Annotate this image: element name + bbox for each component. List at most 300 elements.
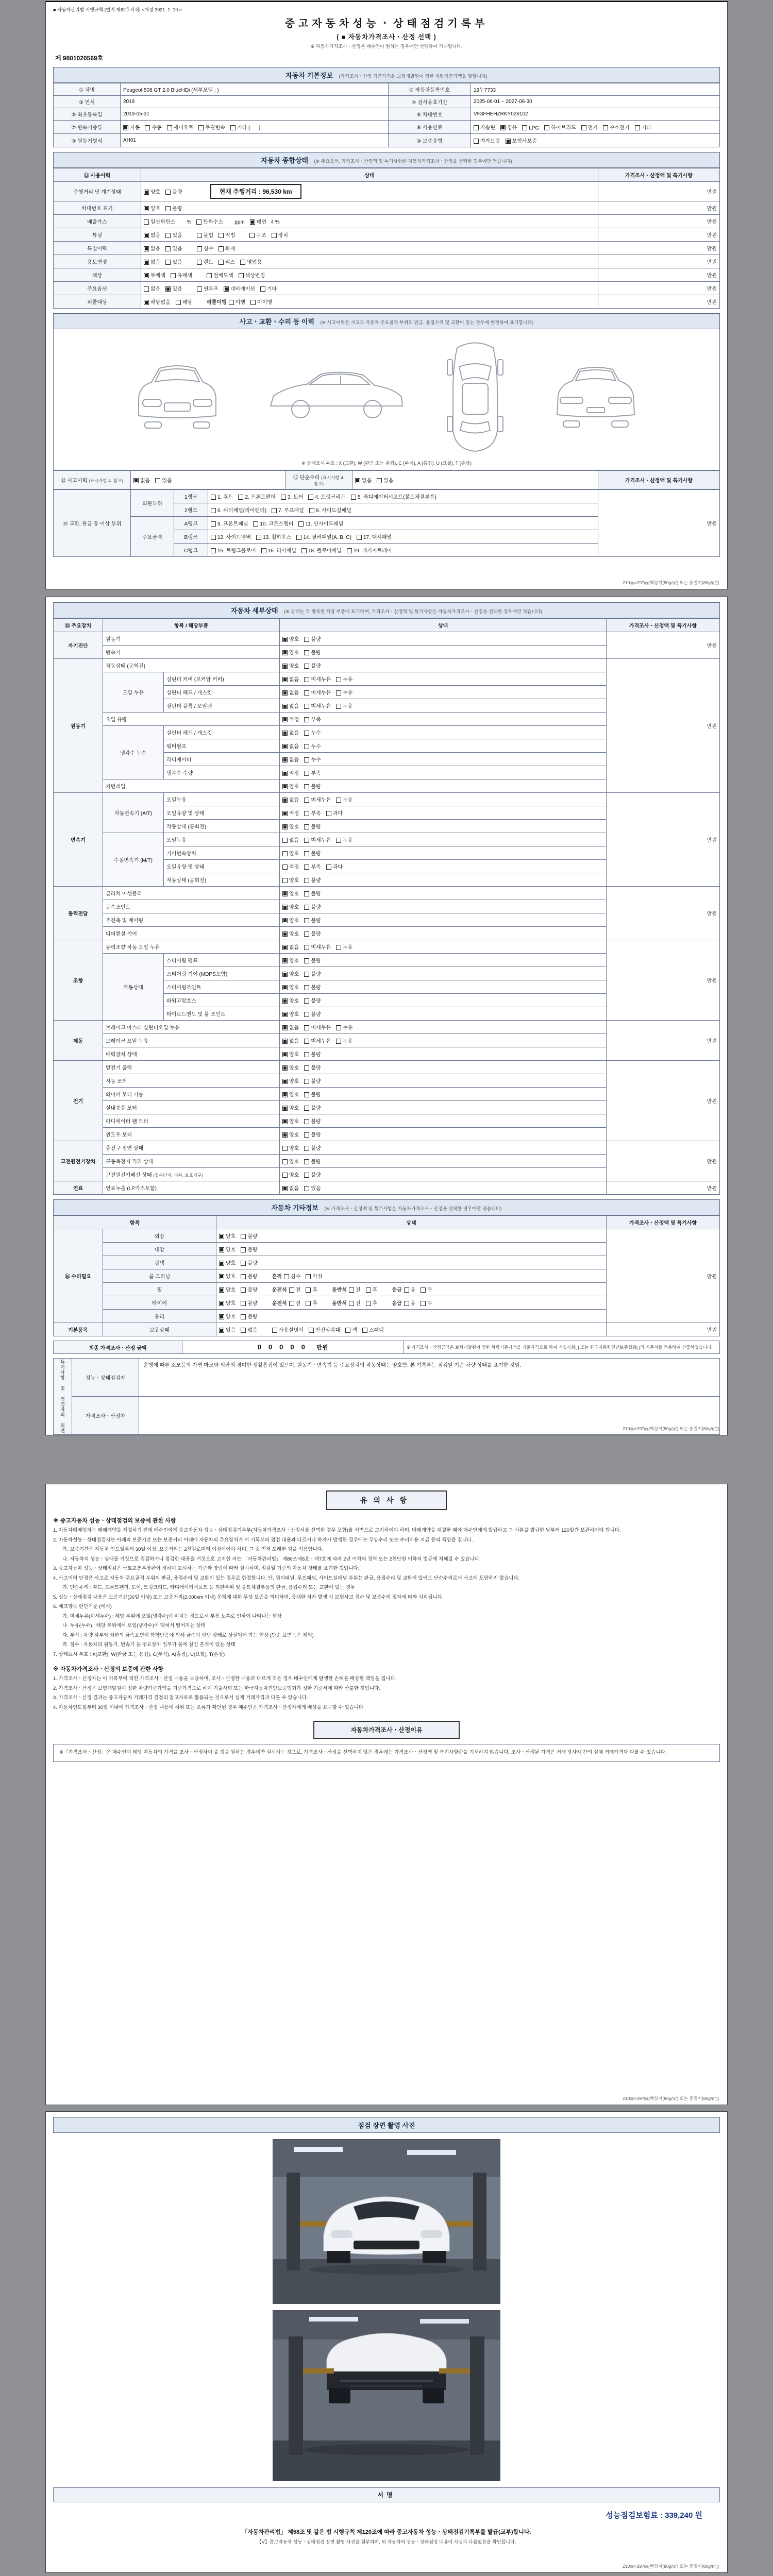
option-미세누유[interactable] — [304, 675, 331, 683]
option-색상변경[interactable] — [239, 271, 265, 279]
checkbox[interactable] — [282, 664, 288, 669]
option-미세누유[interactable] — [304, 943, 331, 951]
checkbox[interactable] — [304, 824, 309, 829]
checkbox[interactable] — [145, 125, 150, 130]
checkbox[interactable] — [304, 891, 309, 896]
option-불량[interactable] — [304, 1171, 321, 1178]
option-없음[interactable] — [144, 244, 160, 252]
option-불량[interactable] — [304, 1050, 321, 1058]
option-미세누유[interactable] — [304, 836, 331, 843]
checkbox[interactable] — [304, 1012, 309, 1017]
checkbox[interactable] — [306, 1301, 311, 1306]
checkbox[interactable] — [144, 233, 149, 238]
checkbox[interactable] — [282, 1039, 288, 1044]
option-유채색[interactable] — [171, 271, 192, 279]
checkbox[interactable] — [362, 1328, 367, 1333]
option-양호[interactable] — [219, 1299, 236, 1307]
option-불량[interactable] — [304, 1077, 321, 1084]
checkbox[interactable] — [304, 771, 309, 776]
option-양호[interactable] — [144, 188, 160, 195]
option-LPG[interactable] — [522, 125, 539, 131]
option-있음[interactable] — [377, 476, 393, 484]
option-누유[interactable] — [336, 1023, 352, 1031]
option-리스[interactable] — [219, 258, 235, 265]
option-10. 크로스멤버[interactable] — [253, 519, 293, 527]
checkbox[interactable] — [581, 125, 586, 130]
checkbox[interactable] — [144, 206, 149, 211]
option-불량[interactable] — [304, 970, 321, 977]
option-6. 쿼터패널(리어펜더)[interactable] — [211, 506, 266, 514]
option-불량[interactable] — [304, 1010, 321, 1018]
option-없음[interactable] — [133, 476, 150, 484]
option-하이브리드[interactable] — [544, 123, 576, 131]
option-장치[interactable] — [272, 231, 288, 239]
option-사용설명서[interactable] — [272, 1326, 304, 1333]
option-불량[interactable] — [304, 889, 321, 897]
checkbox[interactable] — [165, 206, 171, 211]
checkbox[interactable] — [284, 1274, 289, 1279]
option-없음[interactable] — [241, 1326, 257, 1333]
checkbox[interactable] — [282, 1052, 288, 1057]
checkbox[interactable] — [144, 246, 149, 251]
option-수동[interactable] — [145, 123, 161, 131]
option-전체도색[interactable] — [207, 271, 233, 279]
checkbox[interactable] — [197, 260, 202, 265]
checkbox[interactable] — [304, 757, 309, 762]
option-미세누유[interactable] — [304, 702, 331, 709]
option-양호[interactable] — [282, 1090, 299, 1098]
option-전[interactable] — [349, 1299, 361, 1307]
option-없음[interactable] — [355, 476, 372, 484]
checkbox[interactable] — [282, 1106, 288, 1111]
option-18. 플로어패널[interactable] — [301, 546, 342, 554]
option-후[interactable] — [366, 1299, 378, 1307]
checkbox[interactable] — [207, 273, 212, 278]
checkbox[interactable] — [336, 945, 341, 950]
checkbox[interactable] — [298, 521, 304, 527]
checkbox[interactable] — [211, 508, 216, 513]
checkbox[interactable] — [366, 1287, 371, 1293]
checkbox[interactable] — [304, 878, 309, 883]
checkbox[interactable] — [282, 637, 288, 642]
option-양호[interactable] — [282, 1050, 299, 1058]
option-12. 사이드멤버[interactable] — [211, 533, 251, 540]
checkbox[interactable] — [282, 972, 288, 977]
checkbox[interactable] — [198, 125, 204, 130]
checkbox[interactable] — [304, 1092, 309, 1097]
checkbox[interactable] — [211, 521, 216, 527]
option-없음[interactable] — [282, 943, 299, 951]
checkbox[interactable] — [304, 1146, 309, 1151]
checkbox[interactable] — [241, 1261, 246, 1266]
option-미세누유[interactable] — [304, 1023, 331, 1031]
checkbox[interactable] — [282, 784, 288, 789]
option-침수[interactable] — [197, 244, 213, 252]
checkbox[interactable] — [377, 478, 382, 483]
option-수소전기[interactable] — [603, 123, 630, 131]
option-양호[interactable] — [282, 1117, 299, 1125]
option-불량[interactable] — [304, 876, 321, 884]
option-미세누유[interactable] — [304, 1037, 331, 1044]
option-누유[interactable] — [336, 688, 352, 696]
option-무[interactable] — [421, 1285, 432, 1293]
checkbox[interactable] — [309, 1328, 314, 1333]
checkbox[interactable] — [282, 1146, 288, 1151]
checkbox[interactable] — [336, 704, 341, 709]
option-있음[interactable] — [165, 258, 182, 265]
option-무[interactable] — [421, 1299, 432, 1307]
option-불량[interactable] — [304, 1117, 321, 1125]
option-썬루프[interactable] — [197, 284, 219, 292]
checkbox[interactable] — [144, 219, 149, 225]
checkbox[interactable] — [347, 548, 352, 553]
checkbox[interactable] — [282, 824, 288, 829]
option-누유[interactable] — [336, 675, 352, 683]
option-8. 사이드실패널[interactable] — [309, 506, 351, 514]
checkbox[interactable] — [123, 125, 128, 130]
option-양호[interactable] — [219, 1245, 236, 1253]
option-없음[interactable] — [282, 742, 299, 750]
option-보험사보증[interactable] — [506, 137, 537, 144]
checkbox[interactable] — [304, 905, 309, 910]
option-적정[interactable] — [282, 862, 299, 870]
checkbox[interactable] — [474, 139, 479, 144]
option-누수[interactable] — [304, 755, 321, 763]
option-17. 대시패널[interactable] — [357, 533, 392, 540]
checkbox[interactable] — [296, 535, 301, 540]
checkbox[interactable] — [282, 851, 288, 856]
option-있음[interactable] — [165, 244, 182, 252]
checkbox[interactable] — [282, 650, 288, 655]
checkbox[interactable] — [304, 1025, 309, 1030]
checkbox[interactable] — [144, 273, 149, 278]
option-세미오토[interactable] — [167, 123, 194, 131]
checkbox[interactable] — [282, 918, 288, 923]
checkbox[interactable] — [304, 1039, 309, 1044]
option-양호[interactable] — [282, 996, 299, 1004]
option-누유[interactable] — [336, 702, 352, 709]
checkbox[interactable] — [357, 535, 362, 540]
checkbox[interactable] — [345, 1328, 350, 1333]
checkbox[interactable] — [304, 677, 309, 682]
option-누유[interactable] — [336, 836, 352, 843]
option-없음[interactable] — [282, 795, 299, 803]
option-영업용[interactable] — [240, 258, 262, 265]
checkbox[interactable] — [256, 535, 261, 540]
option-양호[interactable] — [282, 662, 299, 669]
option-없음[interactable] — [282, 1023, 299, 1031]
option-2. 프론트펜더[interactable] — [238, 493, 275, 500]
checkbox[interactable] — [282, 731, 288, 736]
checkbox[interactable] — [282, 690, 288, 696]
checkbox[interactable] — [144, 260, 149, 265]
option-불량[interactable] — [304, 1144, 321, 1151]
checkbox[interactable] — [304, 650, 309, 655]
checkbox[interactable] — [282, 744, 288, 749]
option-미이행[interactable] — [250, 298, 272, 306]
checkbox[interactable] — [421, 1287, 426, 1293]
option-과다[interactable] — [326, 862, 343, 870]
checkbox[interactable] — [336, 798, 341, 803]
option-양호[interactable] — [282, 929, 299, 937]
checkbox[interactable] — [404, 1301, 409, 1306]
checkbox[interactable] — [239, 273, 244, 278]
option-불량[interactable] — [241, 1259, 257, 1266]
option-양호[interactable] — [282, 903, 299, 910]
checkbox[interactable] — [282, 1159, 288, 1164]
checkbox[interactable] — [249, 233, 255, 238]
checkbox[interactable] — [282, 878, 288, 883]
checkbox[interactable] — [229, 300, 234, 305]
checkbox[interactable] — [500, 125, 506, 130]
checkbox[interactable] — [167, 125, 172, 130]
checkbox[interactable] — [165, 246, 171, 251]
option-양호[interactable] — [282, 876, 299, 884]
checkbox[interactable] — [176, 300, 181, 305]
option-무채색[interactable] — [144, 271, 165, 279]
option-양호[interactable] — [282, 1077, 299, 1084]
option-불량[interactable] — [304, 662, 321, 669]
option-잭[interactable] — [345, 1326, 357, 1333]
option-매연[interactable] — [250, 217, 280, 225]
option-양호[interactable] — [282, 983, 299, 991]
checkbox[interactable] — [219, 233, 224, 238]
checkbox[interactable] — [219, 1261, 224, 1266]
checkbox[interactable] — [250, 219, 255, 225]
option-양호[interactable] — [282, 648, 299, 656]
checkbox[interactable] — [304, 744, 309, 749]
option-부족[interactable] — [304, 862, 321, 870]
checkbox[interactable] — [304, 798, 309, 803]
option-불량[interactable] — [241, 1232, 257, 1240]
option-해당없음[interactable] — [144, 298, 171, 306]
option-불량[interactable] — [165, 204, 182, 212]
option-불량[interactable] — [165, 188, 182, 195]
option-양호[interactable] — [282, 1010, 299, 1018]
checkbox[interactable] — [282, 1065, 288, 1071]
checkbox[interactable] — [144, 286, 149, 292]
checkbox[interactable] — [272, 233, 277, 238]
option-불량[interactable] — [304, 648, 321, 656]
checkbox[interactable] — [241, 1247, 246, 1252]
option-불량[interactable] — [241, 1312, 257, 1320]
checkbox[interactable] — [219, 1287, 224, 1293]
option-없음[interactable] — [282, 675, 299, 683]
option-무단변속[interactable] — [198, 123, 225, 131]
checkbox[interactable] — [304, 704, 309, 709]
option-없음[interactable] — [144, 284, 160, 292]
option-16. 리어패널[interactable] — [261, 546, 296, 554]
option-양호[interactable] — [219, 1232, 236, 1240]
checkbox[interactable] — [241, 1234, 246, 1239]
option-불량[interactable] — [241, 1299, 257, 1307]
checkbox[interactable] — [336, 1025, 341, 1030]
option-3. 도어[interactable] — [281, 493, 303, 500]
checkbox[interactable] — [165, 233, 171, 238]
option-불량[interactable] — [304, 996, 321, 1004]
checkbox[interactable] — [304, 664, 309, 669]
checkbox[interactable] — [304, 958, 309, 963]
checkbox[interactable] — [282, 891, 288, 896]
option-15. 트렁크플로어[interactable] — [211, 546, 256, 554]
option-전기[interactable] — [581, 123, 598, 131]
option-전[interactable] — [289, 1299, 301, 1307]
checkbox[interactable] — [304, 1052, 309, 1057]
option-있음[interactable] — [165, 284, 182, 292]
option-누유[interactable] — [336, 795, 352, 803]
option-7. 루프패널[interactable] — [272, 506, 304, 514]
option-렌트[interactable] — [197, 258, 213, 265]
checkbox[interactable] — [144, 300, 149, 305]
checkbox[interactable] — [349, 1287, 354, 1293]
checkbox[interactable] — [282, 1173, 288, 1178]
checkbox[interactable] — [304, 690, 309, 696]
option-양호[interactable] — [282, 1144, 299, 1151]
option-스패너[interactable] — [362, 1326, 384, 1333]
option-침수[interactable] — [284, 1272, 300, 1280]
option-누유[interactable] — [336, 1037, 352, 1044]
checkbox[interactable] — [144, 190, 149, 195]
checkbox[interactable] — [304, 998, 309, 1004]
checkbox[interactable] — [366, 1301, 371, 1306]
checkbox[interactable] — [165, 260, 171, 265]
option-11. 인사이드패널[interactable] — [298, 519, 343, 527]
option-누수[interactable] — [304, 728, 321, 736]
checkbox[interactable] — [304, 865, 309, 870]
checkbox[interactable] — [304, 931, 309, 937]
option-불량[interactable] — [304, 956, 321, 964]
checkbox[interactable] — [219, 1314, 224, 1319]
checkbox[interactable] — [304, 1173, 309, 1178]
option-경유[interactable] — [500, 123, 517, 131]
checkbox[interactable] — [282, 704, 288, 709]
checkbox[interactable] — [155, 478, 160, 483]
option-불량[interactable] — [304, 782, 321, 790]
option-양호[interactable] — [282, 822, 299, 830]
checkbox[interactable] — [304, 731, 309, 736]
checkbox[interactable] — [282, 1092, 288, 1097]
checkbox[interactable] — [336, 838, 341, 843]
option-양호[interactable] — [282, 1171, 299, 1178]
option-누수[interactable] — [304, 742, 321, 750]
option-양호[interactable] — [282, 889, 299, 897]
checkbox[interactable] — [421, 1301, 426, 1306]
option-누유[interactable] — [336, 943, 352, 951]
option-이행[interactable] — [229, 298, 245, 306]
checkbox[interactable] — [282, 905, 288, 910]
option-5. 라디에이터서포트(볼트체결부품)[interactable] — [351, 493, 436, 500]
checkbox[interactable] — [306, 1274, 311, 1279]
option-양호[interactable] — [282, 635, 299, 642]
checkbox[interactable] — [281, 495, 286, 500]
option-적정[interactable] — [282, 715, 299, 723]
checkbox[interactable] — [219, 1301, 224, 1306]
option-불량[interactable] — [304, 916, 321, 924]
option-불량[interactable] — [304, 822, 321, 830]
option-불량[interactable] — [304, 1090, 321, 1098]
checkbox[interactable] — [304, 784, 309, 789]
option-양호[interactable] — [219, 1272, 236, 1280]
option-없음[interactable] — [282, 755, 299, 763]
checkbox[interactable] — [260, 286, 265, 292]
option-양호[interactable] — [219, 1312, 236, 1320]
checkbox[interactable] — [282, 798, 288, 803]
option-양호[interactable] — [282, 1130, 299, 1138]
option-양호[interactable] — [282, 956, 299, 964]
checkbox[interactable] — [261, 548, 266, 553]
option-적정[interactable] — [282, 769, 299, 776]
checkbox[interactable] — [304, 1119, 309, 1124]
checkbox[interactable] — [282, 811, 288, 816]
checkbox[interactable] — [282, 865, 288, 870]
checkbox[interactable] — [165, 286, 171, 292]
checkbox[interactable] — [219, 1247, 224, 1252]
option-불량[interactable] — [241, 1245, 257, 1253]
option-후[interactable] — [366, 1285, 378, 1293]
checkbox[interactable] — [304, 838, 309, 843]
option-미세누유[interactable] — [304, 795, 331, 803]
checkbox[interactable] — [219, 246, 224, 251]
checkbox[interactable] — [304, 972, 309, 977]
checkbox[interactable] — [304, 1065, 309, 1071]
checkbox[interactable] — [336, 677, 341, 682]
checkbox[interactable] — [635, 125, 640, 130]
checkbox[interactable] — [304, 1079, 309, 1084]
option-있음[interactable] — [219, 1326, 236, 1333]
option-양호[interactable] — [282, 1063, 299, 1071]
option-양호[interactable] — [219, 1285, 236, 1293]
option-불량[interactable] — [304, 983, 321, 991]
option-자가보증[interactable] — [474, 137, 500, 144]
checkbox[interactable] — [282, 931, 288, 937]
checkbox[interactable] — [272, 508, 277, 513]
checkbox[interactable] — [304, 1132, 309, 1138]
checkbox[interactable] — [506, 139, 511, 144]
option-불량[interactable] — [241, 1285, 257, 1293]
checkbox[interactable] — [282, 1079, 288, 1084]
option-불량[interactable] — [304, 635, 321, 642]
checkbox[interactable] — [282, 985, 288, 990]
checkbox[interactable] — [474, 125, 479, 130]
checkbox[interactable] — [282, 677, 288, 682]
option-1. 후드[interactable] — [211, 493, 233, 500]
checkbox[interactable] — [336, 690, 341, 696]
option-19. 패키지트레이[interactable] — [347, 546, 392, 554]
option-불법[interactable] — [197, 231, 213, 239]
option-해당[interactable] — [176, 298, 192, 306]
checkbox[interactable] — [219, 1328, 224, 1333]
checkbox[interactable] — [289, 1301, 294, 1306]
option-불량[interactable] — [304, 1063, 321, 1071]
checkbox[interactable] — [219, 1234, 224, 1239]
checkbox[interactable] — [304, 1106, 309, 1111]
option-구조[interactable] — [249, 231, 266, 239]
checkbox[interactable] — [308, 495, 313, 500]
checkbox[interactable] — [197, 286, 202, 292]
option-기타[interactable] — [635, 123, 651, 131]
option-자동[interactable] — [123, 123, 140, 131]
option-없음[interactable] — [282, 728, 299, 736]
option-양호[interactable] — [282, 970, 299, 977]
checkbox[interactable] — [304, 918, 309, 923]
option-부족[interactable] — [304, 715, 321, 723]
checkbox[interactable] — [349, 1301, 354, 1306]
checkbox[interactable] — [211, 548, 216, 553]
option-9. 프론트패널[interactable] — [211, 519, 248, 527]
checkbox[interactable] — [241, 1287, 246, 1293]
option-없음[interactable] — [144, 258, 160, 265]
option-네비게이션[interactable] — [224, 284, 255, 292]
